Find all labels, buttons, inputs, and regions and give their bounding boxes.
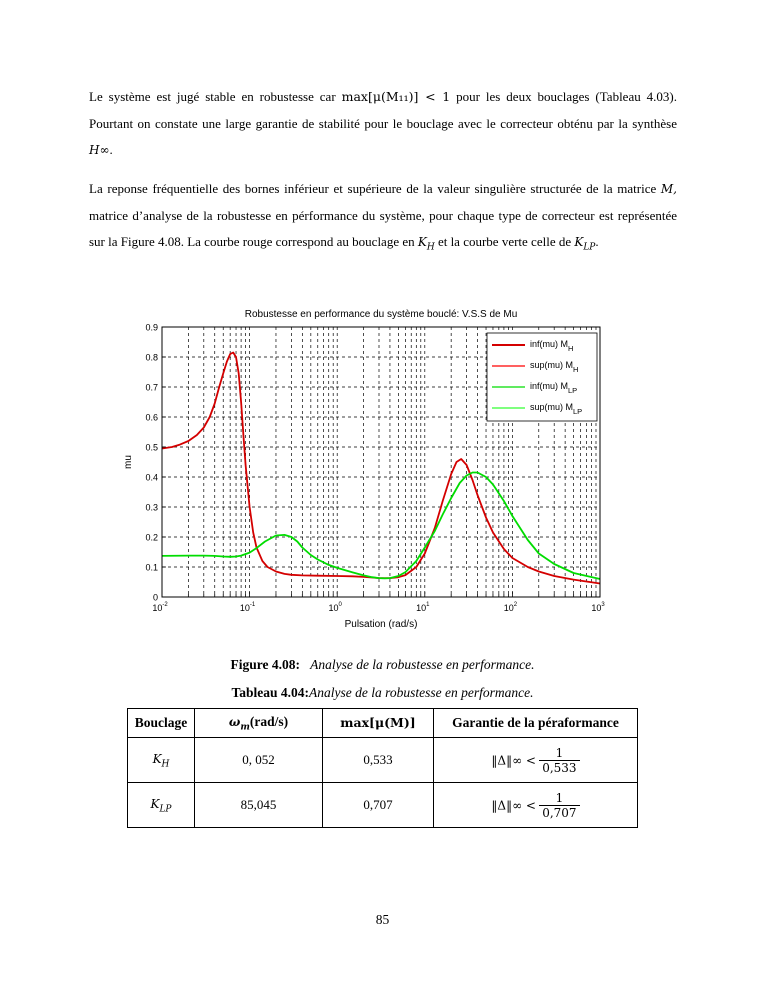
header-garantie: Garantie de la péraformance xyxy=(434,709,638,738)
mu-chart xyxy=(112,300,622,635)
math-hinf: H∞ xyxy=(89,143,110,157)
y-tick-label: 0.9 xyxy=(145,322,158,333)
robustness-table xyxy=(127,708,638,828)
header-max-mu: max[μ(M)] xyxy=(323,709,434,738)
legend-label: sup(mu) $M_H$ xyxy=(530,360,579,374)
table-row xyxy=(128,738,638,783)
math-max-mu: max[μ(M₁₁)] < 1 xyxy=(341,89,451,104)
y-tick-label: 0.1 xyxy=(145,562,158,573)
y-tick-label: 0.3 xyxy=(145,502,158,513)
x-tick-label: $10^3$ xyxy=(591,602,605,613)
y-tick-label: 0.8 xyxy=(145,352,158,363)
cell-omega: 0, 052 xyxy=(195,738,323,783)
x-tick-label: $10^{-1}$ xyxy=(239,602,256,613)
y-tick-label: 0 xyxy=(152,592,158,603)
chart-title: Robustesse en performance du système bouclé: V.S.S de Mu xyxy=(244,309,518,320)
cell-garantie: ‖Δ‖∞ < $\frac{1}{0,707}$ xyxy=(434,783,638,828)
paragraph-1: Le système est jugé stable en robustesse car max[μ(M₁₁)] < 1 pour les deux bouclages (Tableau 4.03). Pourtant on constate une large garantie de stabilité pour le bouclage avec le correcteur obténu par la synthèse H∞. xyxy=(89,89,677,157)
cell-bouclage: $K_{LP}$ xyxy=(128,783,195,828)
y-tick-label: 0.2 xyxy=(145,532,158,543)
legend-label: sup(mu) $M_{LP}$ xyxy=(530,402,583,416)
y-axis-label: mu xyxy=(123,455,134,469)
cell-max: 0,707 xyxy=(323,783,434,828)
y-tick-label: 0.6 xyxy=(145,412,158,423)
math-klp: $K_{LP}$ xyxy=(574,235,596,253)
math-m: M, xyxy=(660,182,677,196)
y-tick-label: 0.5 xyxy=(145,442,158,453)
legend xyxy=(487,333,597,421)
legend-label: inf(mu) $M_{LP}$ xyxy=(530,381,578,395)
cell-max: 0,533 xyxy=(323,738,434,783)
table-row xyxy=(128,783,638,828)
y-tick-label: 0.7 xyxy=(145,382,158,393)
cell-garantie: ‖Δ‖∞ < $\frac{1}{0,533}$ xyxy=(434,738,638,783)
x-tick-label: $10^2$ xyxy=(503,602,518,613)
table-header-row xyxy=(128,709,638,738)
math-kh: $K_H$ xyxy=(417,235,435,253)
cell-bouclage: $K_H$ xyxy=(128,738,195,783)
page-number: 85 xyxy=(375,912,390,927)
x-tick-label: $10^{-2}$ xyxy=(152,602,168,613)
table-caption: Tableau 4.04:Analyse de la robustesse en performance. xyxy=(231,685,534,700)
paragraph-2: La reponse fréquentielle des bornes inférieur et supérieure de la valeur singulière structurée de la matrice M, matrice d’analyse de la robustesse en pérformance du système, pour chaque type de correcteur est représentée sur la Figure 4.08. La courbe rouge correspond au bouclage en $K_H$ et la courbe verte celle de $K_{LP}$. xyxy=(89,181,677,253)
y-tick-label: 0.4 xyxy=(145,472,158,483)
x-axis-label: Pulsation (rad/s) xyxy=(344,619,418,630)
header-bouclage: Bouclage xyxy=(128,709,195,738)
header-omega: $\omega_m(rad/s)$ xyxy=(195,709,323,738)
legend-label: inf(mu) $M_H$ xyxy=(530,339,574,353)
cell-omega: 85,045 xyxy=(195,783,323,828)
x-tick-label: $10^0$ xyxy=(328,602,342,613)
x-tick-label: $10^1$ xyxy=(416,602,430,613)
figure-caption: Figure 4.08: Analyse de la robustesse en performance. xyxy=(230,657,535,672)
